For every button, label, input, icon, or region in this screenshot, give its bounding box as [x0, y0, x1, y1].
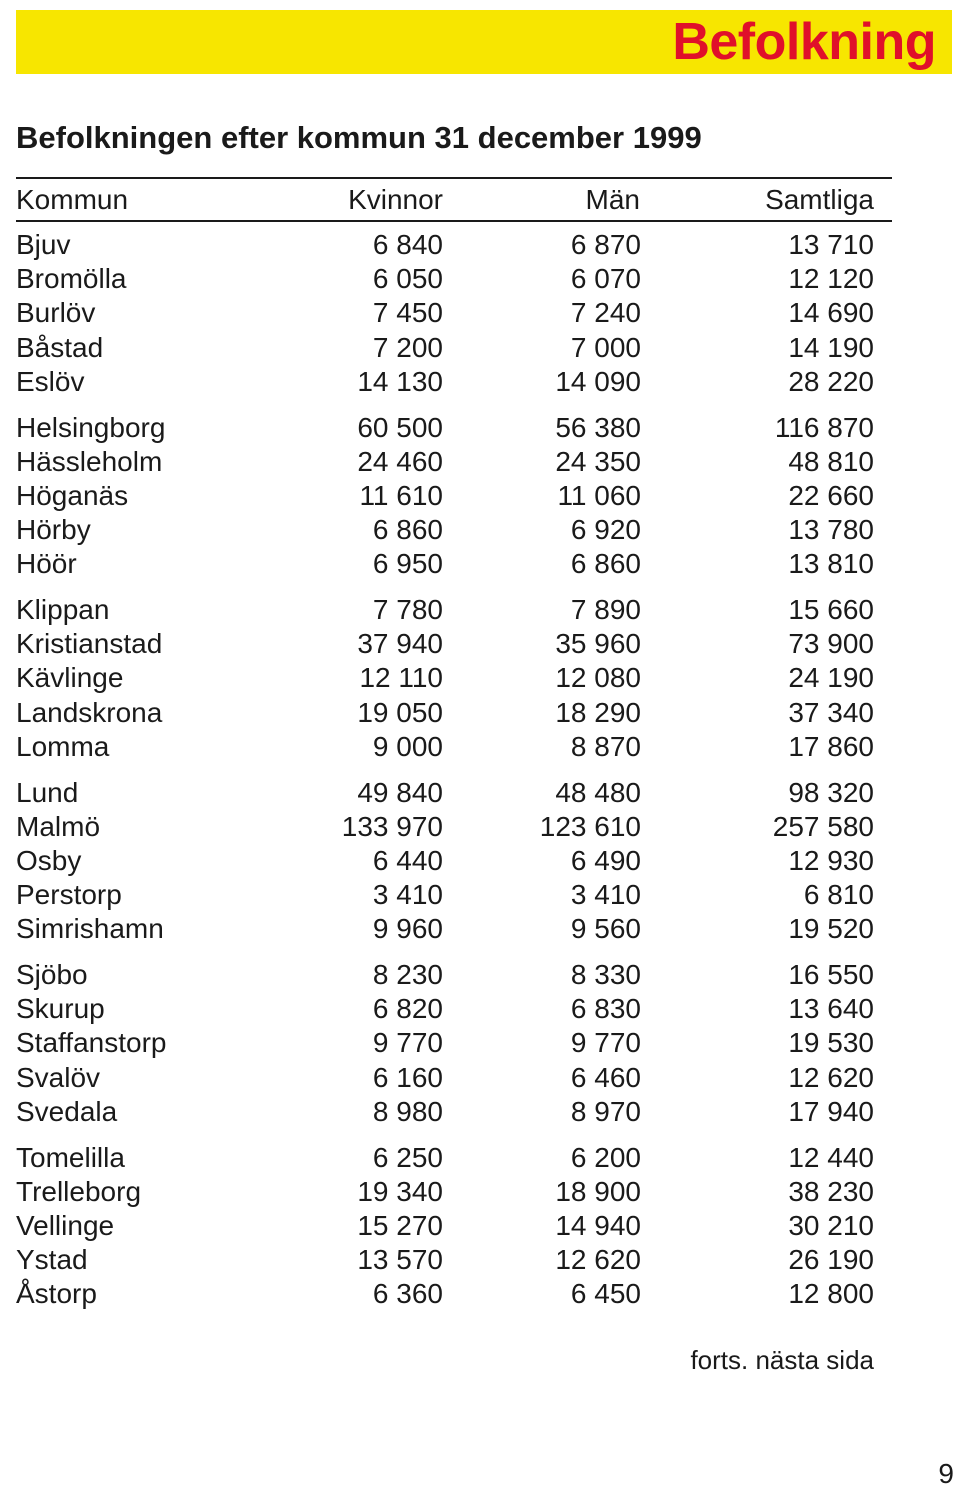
cell-samtliga: 16 550 — [788, 959, 874, 990]
table-row — [0, 445, 960, 479]
cell-man: 6 450 — [570, 1278, 641, 1310]
table-row — [0, 810, 960, 844]
cell-samtliga: 26 190 — [788, 1244, 874, 1276]
cell-kommun: Båstad — [16, 331, 104, 363]
table-row — [0, 296, 960, 330]
cell-kvinnor: 11 610 — [359, 479, 443, 511]
cell-samtliga: 12 800 — [788, 1278, 874, 1310]
cell-samtliga: 38 230 — [788, 1175, 874, 1207]
cell-man: 14 940 — [555, 1209, 641, 1241]
cell-kvinnor: 6 360 — [372, 1278, 443, 1310]
cell-man: 8 970 — [570, 1095, 641, 1127]
table-row — [0, 730, 960, 764]
cell-samtliga: 28 220 — [788, 365, 874, 397]
cell-samtliga: 15 660 — [788, 594, 874, 625]
cell-samtliga: 14 690 — [788, 297, 874, 329]
table-row — [0, 593, 960, 627]
cell-kommun: Bromölla — [16, 263, 127, 295]
cell-kvinnor: 8 980 — [372, 1095, 443, 1127]
table-row — [0, 661, 960, 695]
cell-kommun: Kävlinge — [16, 662, 124, 694]
cell-kvinnor: 6 840 — [372, 229, 443, 260]
cell-man: 8 330 — [570, 959, 641, 990]
cell-man: 7 000 — [570, 331, 641, 363]
cell-kvinnor: 6 820 — [372, 993, 443, 1025]
table-row — [0, 513, 960, 547]
cell-samtliga: 14 190 — [788, 331, 874, 363]
cell-kvinnor: 6 950 — [372, 548, 443, 580]
cell-samtliga: 6 810 — [803, 879, 874, 911]
cell-kommun: Åstorp — [16, 1278, 97, 1310]
table-row — [0, 411, 960, 445]
table-row — [0, 228, 960, 262]
cell-samtliga: 257 580 — [772, 810, 874, 842]
cell-samtliga: 37 340 — [788, 696, 874, 728]
cell-kommun: Malmö — [16, 810, 101, 842]
cell-kommun: Perstorp — [16, 879, 122, 911]
table-row — [0, 992, 960, 1026]
column-header-samtliga: Samtliga — [765, 184, 874, 215]
cell-samtliga: 13 810 — [788, 548, 874, 580]
cell-samtliga: 98 320 — [788, 776, 874, 808]
cell-kvinnor: 8 230 — [372, 959, 443, 990]
table-row — [0, 696, 960, 730]
cell-man: 14 090 — [555, 365, 641, 397]
cell-kvinnor: 6 250 — [372, 1141, 443, 1173]
table-row — [0, 912, 960, 946]
cell-samtliga: 17 940 — [788, 1095, 874, 1127]
cell-kvinnor: 6 160 — [372, 1061, 443, 1093]
cell-kvinnor: 15 270 — [357, 1209, 443, 1241]
cell-samtliga: 12 620 — [788, 1061, 874, 1093]
cell-samtliga: 19 530 — [788, 1027, 874, 1059]
cell-samtliga: 24 190 — [788, 662, 874, 694]
table-row — [0, 958, 960, 992]
cell-kvinnor: 60 500 — [357, 411, 443, 443]
cell-man: 18 290 — [555, 696, 641, 728]
cell-kommun: Osby — [16, 844, 82, 876]
table-row — [0, 1026, 960, 1060]
cell-kvinnor: 7 200 — [372, 331, 443, 363]
cell-samtliga: 19 520 — [788, 913, 874, 945]
cell-samtliga: 12 930 — [788, 844, 874, 876]
cell-kvinnor: 24 460 — [357, 445, 443, 477]
cell-man: 48 480 — [555, 776, 641, 808]
cell-samtliga: 13 640 — [788, 993, 874, 1025]
cell-kommun: Burlöv — [16, 297, 96, 329]
cell-samtliga: 30 210 — [788, 1209, 874, 1241]
cell-man: 18 900 — [555, 1175, 641, 1207]
cell-kommun: Ystad — [16, 1244, 88, 1276]
table-row — [0, 331, 960, 365]
table-row — [0, 878, 960, 912]
page-number: 9 — [938, 1458, 954, 1489]
table-row — [0, 547, 960, 581]
cell-samtliga: 13 710 — [788, 229, 874, 260]
table-row — [0, 1175, 960, 1209]
table-row — [0, 1209, 960, 1243]
cell-kvinnor: 37 940 — [357, 628, 443, 660]
cell-man: 3 410 — [570, 879, 641, 911]
cell-kvinnor: 6 050 — [372, 263, 443, 295]
cell-man: 12 080 — [555, 662, 641, 694]
cell-kommun: Kristianstad — [16, 628, 163, 660]
cell-man: 12 620 — [555, 1244, 641, 1276]
cell-kommun: Vellinge — [16, 1209, 115, 1241]
cell-kommun: Bjuv — [16, 229, 71, 260]
cell-samtliga: 17 860 — [788, 730, 874, 762]
cell-man: 123 610 — [539, 810, 641, 842]
cell-man: 35 960 — [555, 628, 641, 660]
cell-man: 8 870 — [570, 730, 641, 762]
cell-samtliga: 12 120 — [788, 263, 874, 295]
table-row — [0, 844, 960, 878]
continued-note: forts. nästa sida — [690, 1345, 874, 1375]
cell-man: 6 860 — [570, 548, 641, 580]
page-title: Befolkningen efter kommun 31 december 1999 — [16, 120, 702, 155]
cell-kvinnor: 9 960 — [372, 913, 443, 945]
table-row — [0, 1141, 960, 1175]
cell-kommun: Trelleborg — [16, 1175, 142, 1207]
table-row — [0, 479, 960, 513]
table-row — [0, 1095, 960, 1129]
cell-kommun: Landskrona — [16, 696, 163, 728]
cell-kommun: Hässleholm — [16, 445, 163, 477]
cell-kommun: Svedala — [16, 1095, 118, 1127]
cell-kommun: Hörby — [16, 514, 91, 546]
cell-kvinnor: 13 570 — [357, 1244, 443, 1276]
cell-kvinnor: 133 970 — [341, 810, 443, 842]
cell-kvinnor: 7 780 — [372, 594, 443, 625]
cell-kvinnor: 12 110 — [359, 662, 443, 694]
cell-man: 9 770 — [570, 1027, 641, 1059]
cell-samtliga: 48 810 — [788, 445, 874, 477]
cell-kommun: Svalöv — [16, 1061, 101, 1093]
cell-kvinnor: 9 770 — [372, 1027, 443, 1059]
cell-samtliga: 12 440 — [788, 1141, 874, 1173]
section-title: Befolkning — [672, 13, 936, 71]
cell-kommun: Tomelilla — [16, 1141, 125, 1173]
cell-kvinnor: 19 340 — [357, 1175, 443, 1207]
cell-kvinnor: 6 860 — [372, 514, 443, 546]
cell-samtliga: 13 780 — [788, 514, 874, 546]
cell-man: 6 870 — [570, 229, 641, 260]
cell-kommun: Skurup — [16, 993, 105, 1025]
table-row — [0, 627, 960, 661]
cell-man: 6 830 — [570, 993, 641, 1025]
cell-kvinnor: 19 050 — [357, 696, 443, 728]
cell-kommun: Höör — [16, 548, 77, 580]
cell-kvinnor: 9 000 — [372, 730, 443, 762]
column-header-kvinnor: Kvinnor — [348, 184, 443, 215]
cell-kommun: Klippan — [16, 594, 110, 625]
cell-kvinnor: 14 130 — [357, 365, 443, 397]
cell-kommun: Lomma — [16, 730, 110, 762]
table-row — [0, 1061, 960, 1095]
cell-man: 6 460 — [570, 1061, 641, 1093]
cell-man: 6 490 — [570, 844, 641, 876]
cell-kommun: Eslöv — [16, 365, 85, 397]
cell-man: 9 560 — [570, 913, 641, 945]
cell-kommun: Staffanstorp — [16, 1027, 167, 1059]
cell-samtliga: 116 870 — [774, 411, 874, 443]
table-row — [0, 1277, 960, 1311]
cell-kommun: Höganäs — [16, 479, 129, 511]
cell-man: 11 060 — [557, 479, 641, 511]
cell-kvinnor: 49 840 — [357, 776, 443, 808]
cell-kvinnor: 7 450 — [372, 297, 443, 329]
cell-samtliga: 73 900 — [788, 628, 874, 660]
cell-man: 6 200 — [570, 1141, 641, 1173]
table-row — [0, 262, 960, 296]
column-header-kommun: Kommun — [16, 184, 129, 215]
cell-man: 56 380 — [555, 411, 641, 443]
cell-man: 6 070 — [570, 263, 641, 295]
cell-man: 7 890 — [570, 594, 641, 625]
cell-kommun: Helsingborg — [16, 411, 166, 443]
cell-man: 24 350 — [555, 445, 641, 477]
column-header-man: Män — [585, 184, 640, 215]
cell-man: 6 920 — [570, 514, 641, 546]
table-row — [0, 1243, 960, 1277]
table-row — [0, 776, 960, 810]
cell-samtliga: 22 660 — [788, 479, 874, 511]
cell-man: 7 240 — [570, 297, 641, 329]
cell-kommun: Simrishamn — [16, 913, 164, 945]
cell-kommun: Lund — [16, 776, 79, 808]
cell-kommun: Sjöbo — [16, 959, 88, 990]
cell-kvinnor: 3 410 — [372, 879, 443, 911]
table-row — [0, 365, 960, 399]
cell-kvinnor: 6 440 — [372, 844, 443, 876]
